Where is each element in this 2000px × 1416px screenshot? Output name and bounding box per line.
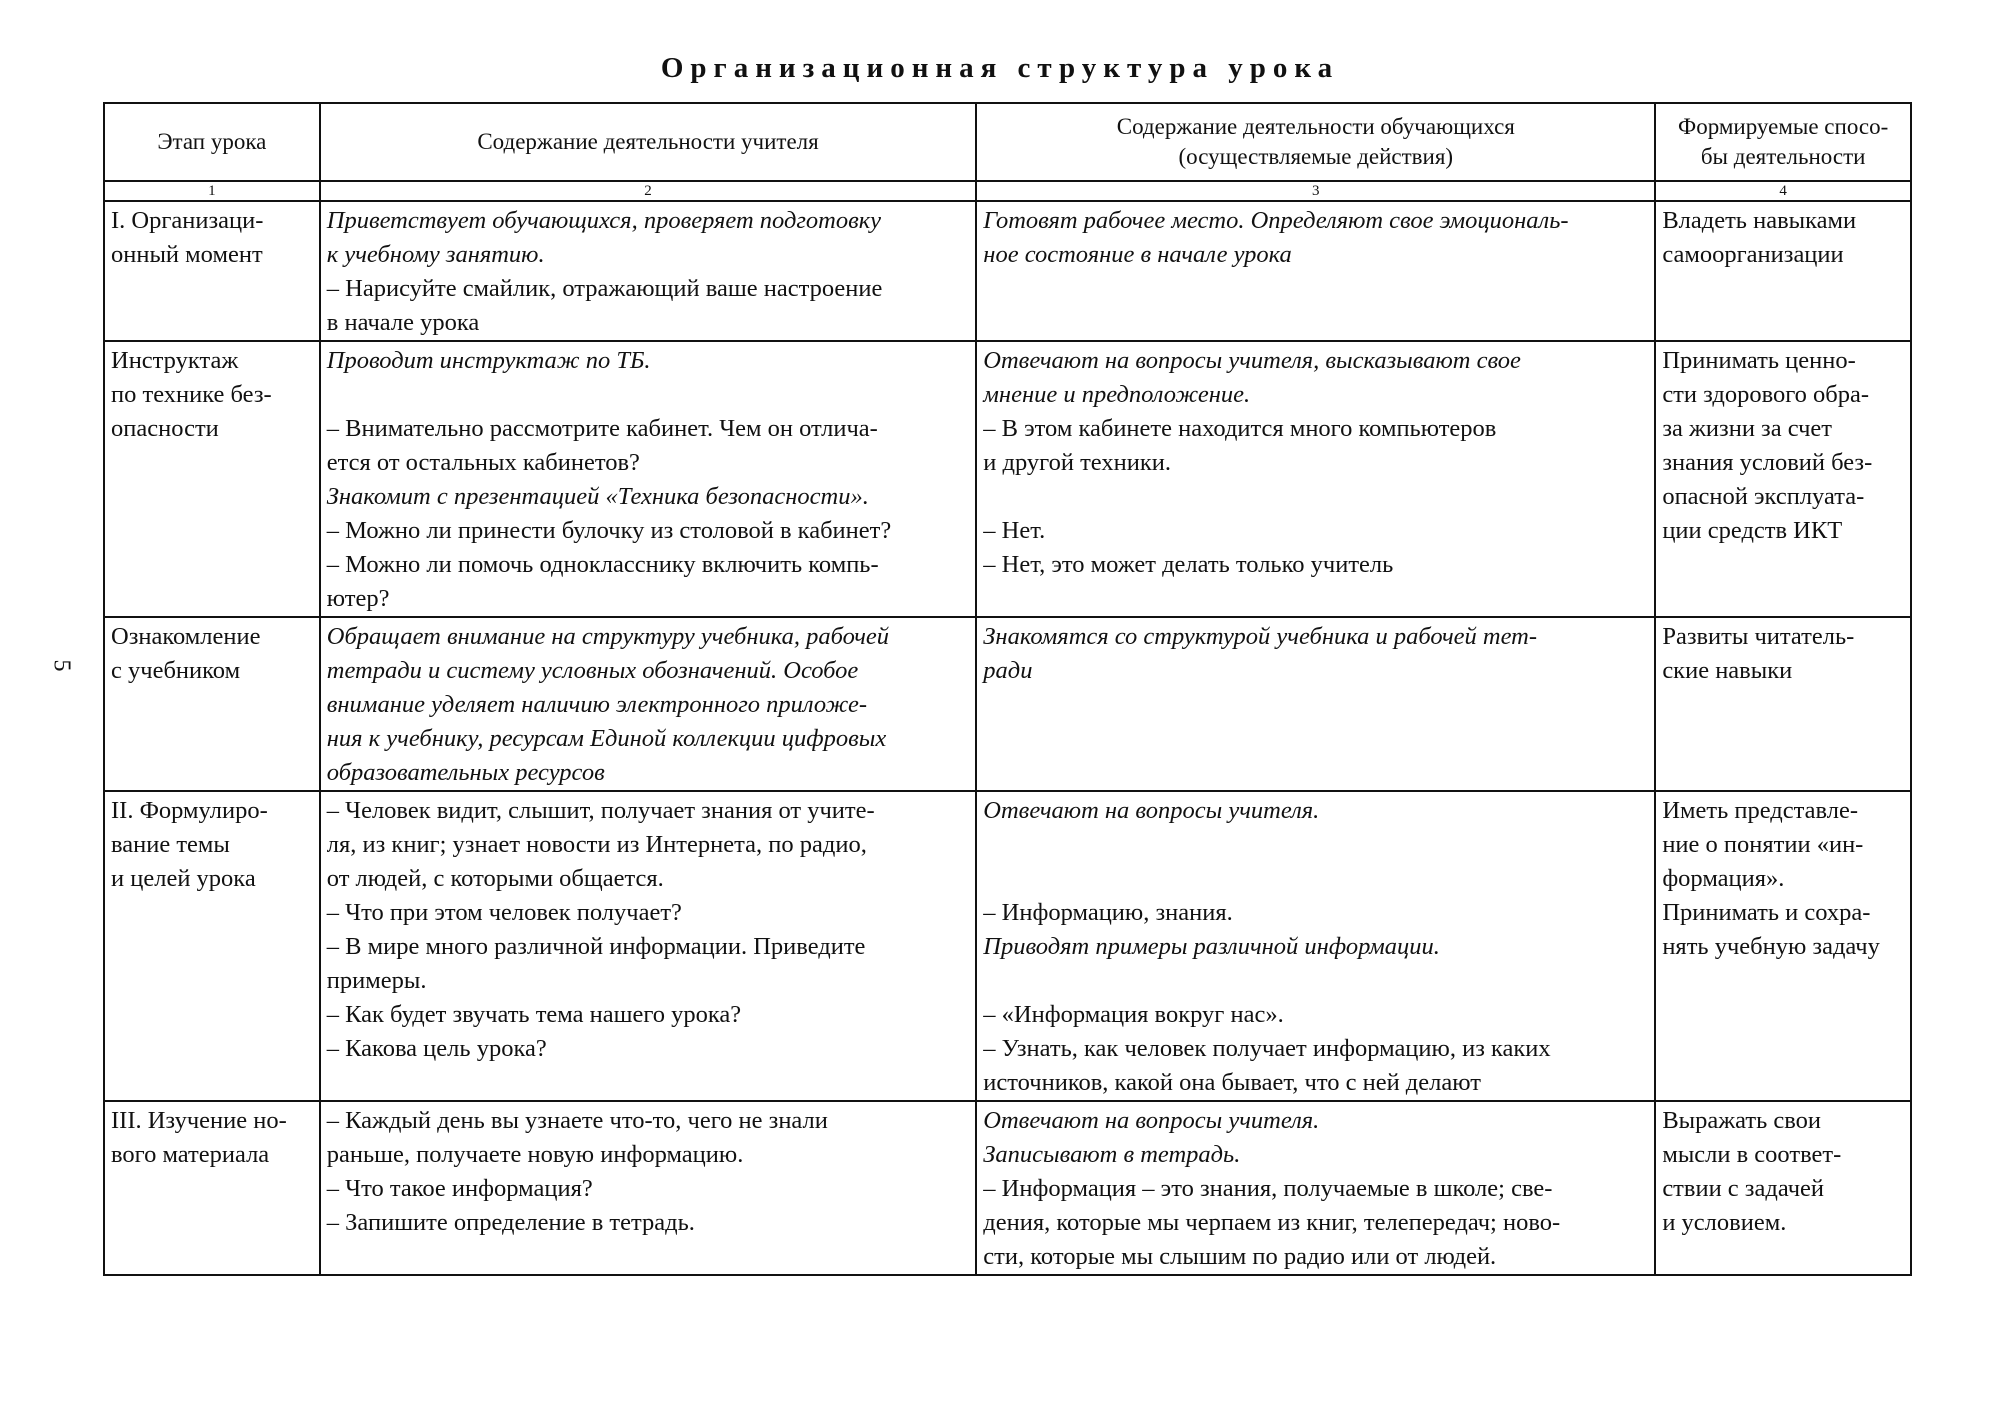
students-line: ное состояние в начале урока [983,241,1292,268]
students-line: – Информацию, знания. [983,899,1233,926]
skills-line: знания условий без- [1662,449,1873,476]
table-row [104,617,1911,791]
teacher-activity-cell [320,791,977,1101]
stage-line: Ознакомление [111,623,261,650]
skills-line: формация». [1662,865,1785,892]
teacher-line: в начале урока [326,309,480,336]
students-line: Отвечают на вопросы учителя. [983,1107,1320,1134]
skills-line: Принимать и сохра- [1662,899,1871,926]
skills-cell [1655,791,1911,1101]
teacher-line: от людей, с которыми общается. [326,865,664,892]
teacher-line: внимание уделяет наличию электронного приложе- [326,691,868,718]
blank-line [327,378,970,412]
table-row [104,791,1911,1101]
column-number-row [104,181,1911,201]
skills-line: за жизни за счет [1662,415,1833,442]
student-activity-cell [976,1101,1655,1275]
teacher-line: ля, из книг; узнает новости из Интернета, по радио, [326,831,867,858]
skills-line: сти здорового обра- [1662,381,1870,408]
students-line: Отвечают на вопросы учителя, высказывают свое [983,347,1521,374]
teacher-line: образовательных ресурсов [326,759,605,786]
stage-cell [104,1101,320,1275]
teacher-line: Обращает внимание на структуру учебника, рабочей [326,623,890,650]
skills-line: ствии с задачей [1662,1175,1825,1202]
column-number: 2 [320,181,977,201]
teacher-line: – Можно ли помочь однокласснику включить компь- [326,551,879,578]
header-line: бы деятельности [1700,144,1866,169]
skills-line: опасной эксплуата- [1662,483,1865,510]
stage-line: с учебником [111,657,241,684]
blank-line [983,480,1648,514]
skills-line: ние о понятии «ин- [1662,831,1864,858]
skills-line: Владеть навыками [1662,207,1857,234]
header-skills [1655,103,1911,181]
students-line: – Узнать, как человек получает информацию, из каких [983,1035,1551,1062]
teacher-line: – Нарисуйте смайлик, отражающий ваше настроение [326,275,883,302]
skills-line: ции средств ИКТ [1662,517,1843,544]
skills-line: и условием. [1662,1209,1787,1236]
students-line: – Информация – это знания, получаемые в школе; све- [983,1175,1553,1202]
student-activity-cell [976,201,1655,341]
teacher-line: Проводит инструктаж по ТБ. [326,347,651,374]
teacher-activity-cell [320,617,977,791]
stage-cell [104,617,320,791]
column-number: 1 [104,181,320,201]
blank-line [983,828,1648,862]
teacher-line: – Внимательно рассмотрите кабинет. Чем он отлича- [326,415,878,442]
stage-line: Инструктаж [111,347,239,374]
teacher-line: к учебному занятию. [326,241,545,268]
table-row [104,201,1911,341]
stage-cell [104,201,320,341]
teacher-line: Знакомит с презентацией «Техника безопасности». [326,483,869,510]
blank-line [983,964,1648,998]
stage-line: онный момент [111,241,263,268]
teacher-line: – Каждый день вы узнаете что-то, чего не знали [326,1107,828,1134]
skills-cell [1655,201,1911,341]
students-line: дения, которые мы черпаем из книг, телепередач; ново- [983,1209,1561,1236]
header-line: Содержание деятельности обучающихся [1116,114,1515,139]
teacher-line: – Можно ли принести булочку из столовой в кабинет? [326,517,892,544]
students-line: – Нет. [983,517,1046,544]
teacher-activity-cell [320,201,977,341]
teacher-line: Приветствует обучающихся, проверяет подготовку [326,207,882,234]
teacher-line: ютер? [326,585,390,612]
header-line: (осуществляемые действия) [1178,144,1454,169]
table-row [104,1101,1911,1275]
skills-cell [1655,617,1911,791]
teacher-line: – В мире много различной информации. Приведите [326,933,866,960]
stage-cell [104,341,320,617]
teacher-line: раньше, получаете новую информацию. [326,1141,744,1168]
skills-line: Развиты читатель- [1662,623,1855,650]
stage-line: II. Формулиро- [111,797,268,824]
header-stage: Этап урока [104,103,320,181]
skills-cell [1655,341,1911,617]
skills-line: мысли в соответ- [1662,1141,1842,1168]
skills-line: ские навыки [1662,657,1793,684]
skills-line: самоорганизации [1662,241,1844,268]
table-body [104,201,1911,1275]
students-line: ради [983,657,1033,684]
stage-line: вого материала [111,1141,270,1168]
skills-line: Иметь представле- [1662,797,1859,824]
stage-line: опасности [111,415,219,442]
students-line: и другой техники. [983,449,1171,476]
header-line: Формируемые спосо- [1678,114,1889,139]
teacher-line: – Человек видит, слышит, получает знания от учите- [326,797,875,824]
stage-line: I. Организаци- [111,207,264,234]
students-line: источников, какой она бывает, что с ней делают [983,1069,1481,1096]
students-line: – Нет, это может делать только учитель [983,551,1394,578]
teacher-line: – Как будет звучать тема нашего урока? [326,1001,742,1028]
page-number: 5 [48,659,75,672]
header-student-activity [976,103,1655,181]
teacher-line: – Что такое информация? [326,1175,593,1202]
lesson-structure-table [103,102,1912,1276]
students-line: мнение и предположение. [983,381,1251,408]
student-activity-cell [976,791,1655,1101]
table-header-row [104,103,1911,181]
skills-line: Принимать ценно- [1662,347,1856,374]
students-line: Готовят рабочее место. Определяют свое эмоциональ- [983,207,1569,234]
stage-cell [104,791,320,1101]
skills-line: Выражать свои [1662,1107,1822,1134]
teacher-line: – Что при этом человек получает? [326,899,682,926]
table-row [104,341,1911,617]
skills-cell [1655,1101,1911,1275]
blank-line [983,862,1648,896]
header-teacher-activity: Содержание деятельности учителя [320,103,977,181]
teacher-line: – Какова цель урока? [326,1035,547,1062]
teacher-activity-cell [320,1101,977,1275]
teacher-line: ния к учебнику, ресурсам Единой коллекции цифровых [326,725,887,752]
teacher-line: примеры. [326,967,427,994]
page-title: Организационная структура урока [660,52,1340,84]
students-line: Записывают в тетрадь. [983,1141,1241,1168]
students-line: Знакомятся со структурой учебника и рабочей тет- [983,623,1538,650]
students-line: Приводят примеры различной информации. [983,933,1440,960]
column-number: 4 [1655,181,1911,201]
student-activity-cell [976,617,1655,791]
students-line: – В этом кабинете находится много компьютеров [983,415,1497,442]
stage-line: вание темы [111,831,230,858]
stage-line: по технике без- [111,381,272,408]
teacher-line: тетради и систему условных обозначений. Особое [326,657,859,684]
student-activity-cell [976,341,1655,617]
teacher-line: ется от остальных кабинетов? [326,449,640,476]
students-line: сти, которые мы слышим по радио или от людей. [983,1243,1497,1270]
teacher-activity-cell [320,341,977,617]
skills-line: нять учебную задачу [1662,933,1880,960]
students-line: Отвечают на вопросы учителя. [983,797,1320,824]
teacher-line: – Запишите определение в тетрадь. [326,1209,695,1236]
stage-line: III. Изучение но- [111,1107,287,1134]
column-number: 3 [976,181,1655,201]
stage-line: и целей урока [111,865,256,892]
students-line: – «Информация вокруг нас». [983,1001,1284,1028]
